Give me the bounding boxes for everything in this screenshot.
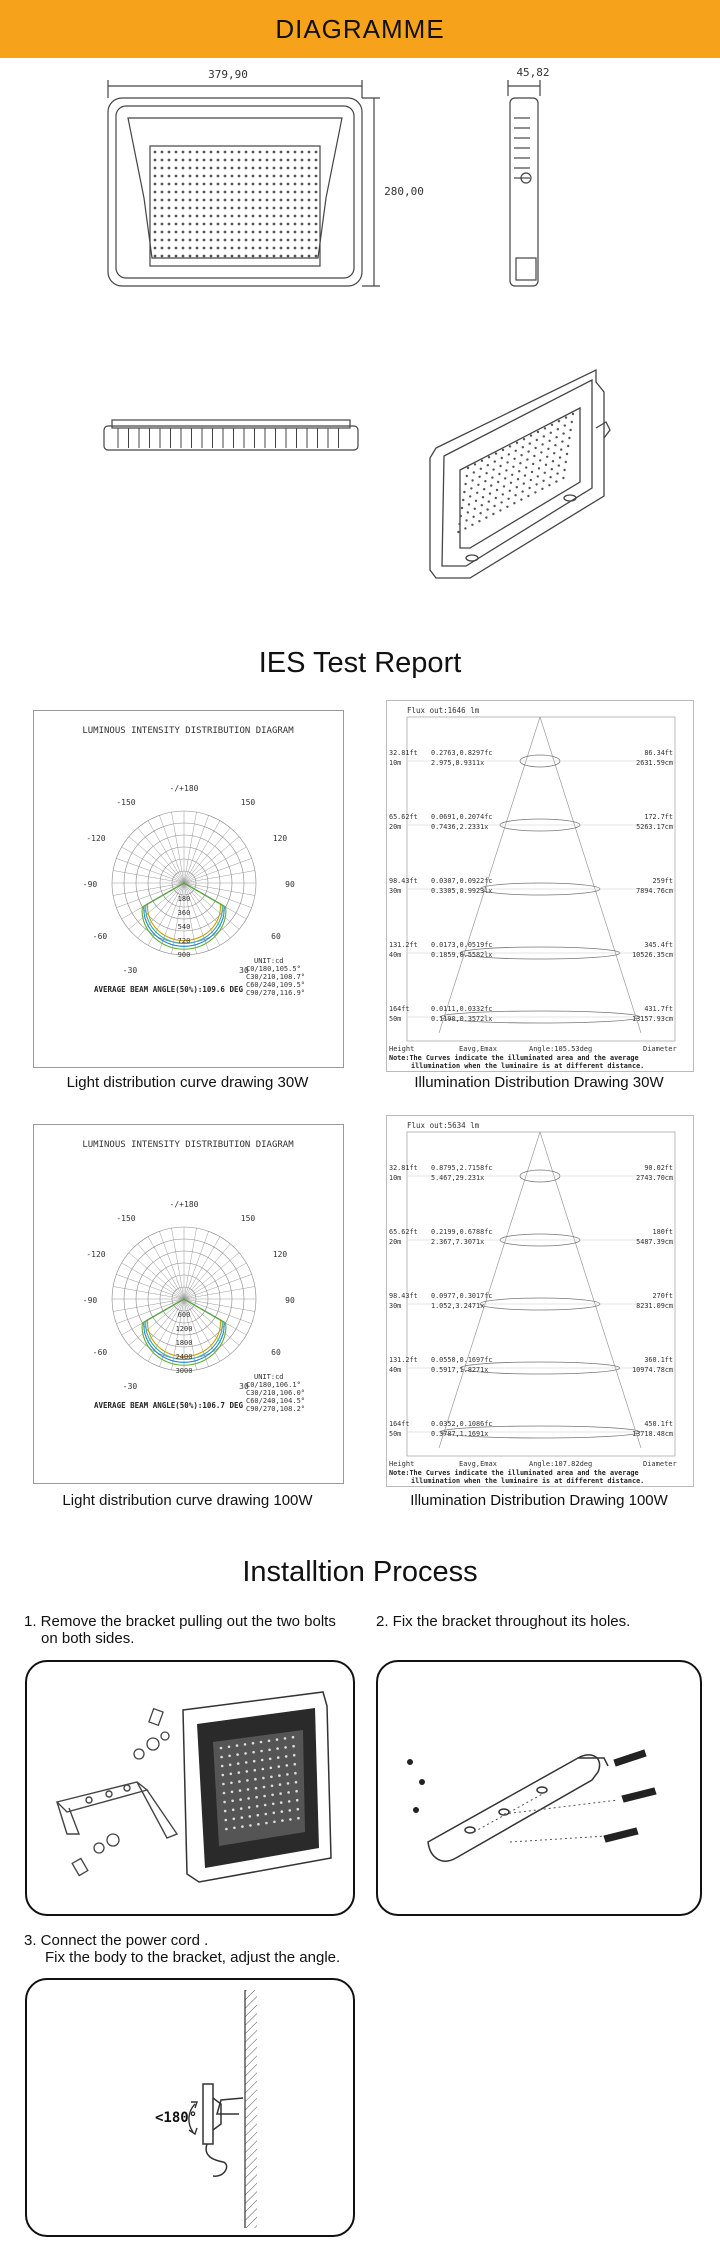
polar-chart-100w [34, 1125, 343, 1483]
illumination-value: 40m [389, 951, 402, 959]
illumination-value: 98.43ft [389, 877, 418, 885]
svg-text:-90: -90 [82, 1296, 98, 1305]
step-3-text: 3. Connect the power cord . Fix the body to the bracket, adjust the angle. [24, 1932, 341, 1966]
svg-text:-150: -150 [116, 1214, 136, 1223]
illumination-value: 65.62ft [389, 1228, 418, 1236]
screw-drawings [604, 1750, 656, 1842]
illumination-value: 180ft [652, 1228, 673, 1236]
led-grid [154, 151, 318, 258]
illumination-value: 431.7ft [644, 1005, 673, 1013]
illumination-value: 0.0691,0.2074fc [431, 813, 493, 821]
svg-text:120: 120 [272, 834, 288, 843]
svg-text:C90/270,116.9°: C90/270,116.9° [246, 989, 306, 997]
wall-hole-dots [407, 1759, 425, 1813]
svg-text:90: 90 [285, 1296, 295, 1305]
mounted-light-drawing [203, 2084, 243, 2176]
washer-bolt-drawing [72, 1709, 169, 1876]
illumination-value: 65.62ft [389, 813, 418, 821]
illumination-value: 98.43ft [389, 1292, 418, 1300]
illumination-value: 0.0550,0.1697fc [431, 1356, 493, 1364]
svg-text:150: 150 [240, 1214, 256, 1223]
illumination-value: 0.3305,0.9923lx [431, 887, 493, 895]
illumination-value: 0.2763,0.8297fc [431, 749, 493, 757]
illumination-value: 86.34ft [644, 749, 673, 757]
svg-text:C30/210,108.7°: C30/210,108.7° [246, 973, 306, 981]
svg-text:600: 600 [177, 1311, 191, 1319]
illumination-value: 32.81ft [389, 1164, 418, 1172]
illumination-value: 90.02ft [644, 1164, 673, 1172]
svg-text:LUMINOUS INTENSITY DISTRIBUTIO: LUMINOUS INTENSITY DISTRIBUTION DIAGRAM [82, 1140, 294, 1150]
illumination-value: 20m [389, 1238, 402, 1246]
beam-angle-100w: AVERAGE BEAM ANGLE(50%):106.7 DEG [94, 1401, 244, 1410]
bracket-drawing [57, 1782, 177, 1838]
illumination-value: 0.8795,2.7158fc [431, 1164, 493, 1172]
top-view-drawing [104, 420, 358, 450]
depth-dimension: 45,82 [516, 66, 550, 79]
height-dimension: 280,00 [384, 185, 424, 198]
illumination-value: 30m [389, 887, 402, 895]
banner-title: DIAGRAMME [275, 14, 445, 44]
illumination-value: 2631.59cm [636, 759, 673, 767]
svg-text:-120: -120 [86, 1250, 106, 1259]
illumination-value: 164ft [389, 1005, 410, 1013]
illumination-value: 32.81ft [389, 749, 418, 757]
illumination-value: 0.2199,0.6788fc [431, 1228, 493, 1236]
caption-illum-30w: Illumination Distribution Drawing 30W [414, 1074, 664, 1091]
caption-light-30w: Light distribution curve drawing 30W [66, 1074, 309, 1091]
illumination-value: 0.5917,1.8271x [431, 1366, 489, 1374]
illumination-value: 50m [389, 1015, 402, 1023]
caption-light-100w: Light distribution curve drawing 100W [62, 1492, 313, 1509]
note-line: illumination when the luminaire is at different distance. [411, 1062, 645, 1070]
illumination-value: 13718.48cm [632, 1430, 673, 1438]
illumination-value: 270ft [652, 1292, 673, 1300]
svg-text:-/+180: -/+180 [169, 784, 199, 793]
illumination-value: 10526.35cm [632, 951, 673, 959]
step-1-text: 1. Remove the bracket pulling out the two bolts on both sides. [24, 1613, 336, 1647]
illumination-value: 10m [389, 759, 402, 767]
illumination-value: 5487.39cm [636, 1238, 673, 1246]
step-2-text: 2. Fix the bracket throughout its holes. [376, 1613, 631, 1630]
illumination-value: 0.0173,0.0519fc [431, 941, 493, 949]
step-1-illustration [25, 1660, 355, 1916]
illumination-value: 450.1ft [644, 1420, 673, 1428]
illumination-value: 360.1ft [644, 1356, 673, 1364]
svg-text:900: 900 [177, 951, 191, 959]
illumination-value: 0.0111,0.0332fc [431, 1005, 493, 1013]
svg-text:C90/270,108.2°: C90/270,108.2° [246, 1405, 306, 1413]
svg-text:60: 60 [271, 932, 281, 941]
svg-text:90: 90 [285, 880, 295, 889]
svg-text:30: 30 [239, 966, 249, 975]
column-header: Height [389, 1045, 415, 1053]
illumination-value: 0.1190,0.3572lx [431, 1015, 493, 1023]
illumination-value: 1.052,3.2471x [431, 1302, 485, 1310]
note-line: Note:The Curves indicate the illuminated area and the average [389, 1469, 639, 1477]
install-section-title: Installtion Process [242, 1556, 478, 1588]
svg-text:3000: 3000 [175, 1367, 193, 1375]
illumination-diagram-100w [386, 1115, 694, 1487]
illumination-value: 0.0352,0.1086fc [431, 1420, 493, 1428]
svg-text:540: 540 [177, 923, 191, 931]
svg-text:-/+180: -/+180 [169, 1200, 199, 1209]
svg-text:C0/180,106.1°: C0/180,106.1° [246, 1381, 301, 1389]
illumination-value: 10m [389, 1174, 402, 1182]
illumination-value: 10974.78cm [632, 1366, 673, 1374]
svg-text:30: 30 [239, 1382, 249, 1391]
flux-label: Flux out:5634 lm [407, 1121, 480, 1130]
illumination-value: 50m [389, 1430, 402, 1438]
note-line: Note:The Curves indicate the illuminated area and the average [389, 1054, 639, 1062]
illumination-value: 30m [389, 1302, 402, 1310]
illumination-value: 0.7436,2.2331x [431, 823, 489, 831]
illumination-value: 2.975,8.9311x [431, 759, 485, 767]
column-header: Diameter [643, 1045, 677, 1053]
illumination-value: 8231.09cm [636, 1302, 673, 1310]
step-2-illustration [376, 1660, 702, 1916]
svg-text:UNIT:cd: UNIT:cd [254, 1373, 284, 1381]
note-line: illumination when the luminaire is at different distance. [411, 1477, 645, 1485]
illumination-value: 131.2ft [389, 941, 418, 949]
caption-illum-100w: Illumination Distribution Drawing 100W [410, 1492, 668, 1509]
svg-text:-150: -150 [116, 798, 136, 807]
illumination-diagram-30w [386, 700, 694, 1072]
column-header: Angle:107.82deg [529, 1460, 593, 1468]
svg-text:360: 360 [177, 909, 191, 917]
polar-title-30w: LUMINOUS INTENSITY DISTRIBUTION DIAGRAM [82, 726, 294, 736]
svg-text:C60/240,104.5°: C60/240,104.5° [246, 1397, 306, 1405]
svg-text:180: 180 [177, 895, 191, 903]
column-header: Angle:105.53deg [529, 1045, 593, 1053]
polar-diagram-100w [33, 1124, 344, 1484]
illumination-value: 0.0307,0.0922fc [431, 877, 493, 885]
illumination-value: 5263.17cm [636, 823, 673, 831]
illumination-value: 5.467,29.231x [431, 1174, 485, 1182]
column-header: Eavg,Emax [459, 1045, 497, 1053]
illumination-value: 2.367,7.3071x [431, 1238, 485, 1246]
svg-text:-30: -30 [122, 1382, 138, 1391]
svg-text:-120: -120 [86, 834, 106, 843]
polar-chart-30w [34, 711, 343, 1067]
column-header: Eavg,Emax [459, 1460, 497, 1468]
illumination-value: 0.1859,0.5582lx [431, 951, 493, 959]
svg-text:UNIT:cd: UNIT:cd [254, 957, 284, 965]
svg-text:-90: -90 [82, 880, 98, 889]
svg-text:-60: -60 [92, 932, 108, 941]
svg-text:C60/240,109.5°: C60/240,109.5° [246, 981, 306, 989]
illumination-value: 20m [389, 823, 402, 831]
illumination-value: 172.7ft [644, 813, 673, 821]
dimension-diagram [0, 58, 720, 638]
illumination-value: 164ft [389, 1420, 410, 1428]
illumination-value: 131.2ft [389, 1356, 418, 1364]
svg-text:C30/210,106.0°: C30/210,106.0° [246, 1389, 306, 1397]
illumination-value: 259ft [652, 877, 673, 885]
beam-angle-30w: AVERAGE BEAM ANGLE(50%):109.6 DEG [94, 985, 244, 994]
column-header: Diameter [643, 1460, 677, 1468]
illumination-value: 7894.76cm [636, 887, 673, 895]
step-3-illustration [25, 1978, 355, 2237]
angle-label: <180° [155, 2110, 198, 2126]
svg-text:720: 720 [177, 937, 191, 945]
flux-label: Flux out:1646 lm [407, 706, 480, 715]
header-banner [0, 0, 720, 58]
svg-text:1800: 1800 [175, 1339, 193, 1347]
svg-text:-30: -30 [122, 966, 138, 975]
front-view-drawing [108, 80, 380, 286]
illumination-value: 13157.93cm [632, 1015, 673, 1023]
perspective-view-drawing [430, 370, 610, 578]
illumination-value: 345.4ft [644, 941, 673, 949]
ies-section-title: IES Test Report [258, 647, 462, 679]
illumination-value: 40m [389, 1366, 402, 1374]
illumination-value: 0.0977,0.3017fc [431, 1292, 493, 1300]
svg-text:C0/180,105.5°: C0/180,105.5° [246, 965, 301, 973]
illumination-value: 2743.70cm [636, 1174, 673, 1182]
svg-text:-60: -60 [92, 1348, 108, 1357]
polar-diagram-30w [33, 710, 344, 1068]
svg-text:120: 120 [272, 1250, 288, 1259]
svg-text:1200: 1200 [175, 1325, 193, 1333]
column-header: Height [389, 1460, 415, 1468]
svg-text:150: 150 [240, 798, 256, 807]
illumination-value: 0.3787,1.1691x [431, 1430, 489, 1438]
side-view-drawing [508, 80, 540, 286]
width-dimension: 379,90 [208, 68, 248, 81]
svg-text:60: 60 [271, 1348, 281, 1357]
floodlight-body-drawing [183, 1692, 331, 1882]
svg-text:2400: 2400 [175, 1353, 193, 1361]
wall-hatch [245, 1990, 257, 2228]
